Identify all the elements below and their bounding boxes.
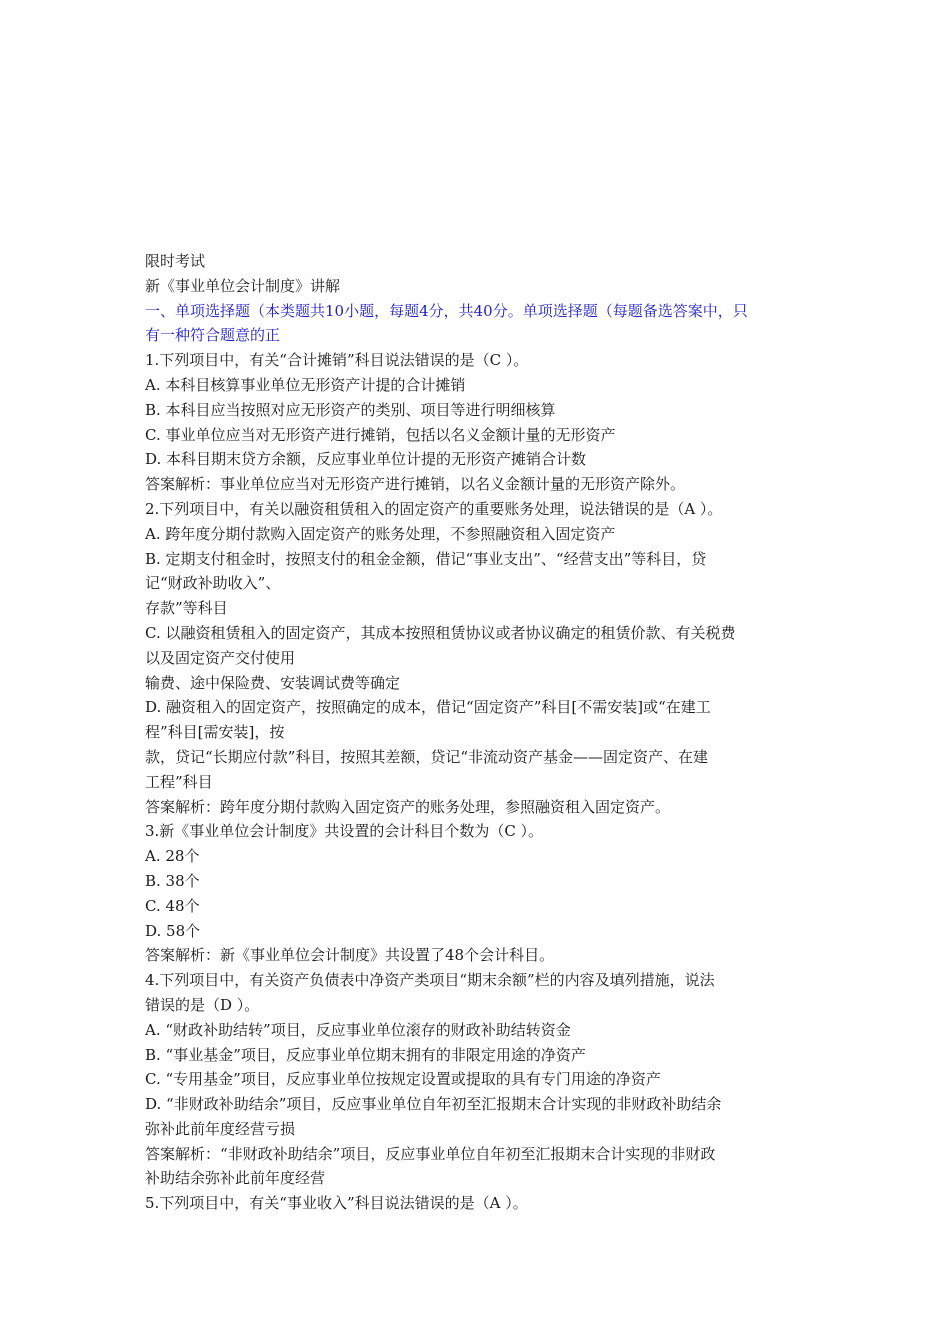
- option-line: 存款”等科目: [145, 599, 228, 618]
- answer-line: 答案解析：跨年度分期付款购入固定资产的账务处理，参照融资租入固定资产。: [145, 797, 671, 816]
- option-line: 弥补此前年度经营亏损: [145, 1119, 296, 1138]
- option-line: A. 本科目核算事业单位无形资产计提的合计摊销: [145, 375, 466, 394]
- option-line: C. “专用基金”项目，反应事业单位按规定设置或提取的具有专门用途的净资产: [145, 1070, 661, 1089]
- answer-line: 答案解析：“非财政补助结余”项目，反应事业单位自年初至汇报期末合计实现的非财政: [145, 1144, 716, 1163]
- question-line: 2.下列项目中，有关以融资租赁租入的固定资产的重要账务处理，说法错误的是（A ）。: [145, 499, 723, 518]
- option-line: C. 48个: [145, 896, 200, 915]
- option-line: 款，贷记“长期应付款”科目，按照其差额，贷记“非流动资产基金——固定资产、在建: [145, 747, 709, 766]
- answer-line: 答案解析：新《事业单位会计制度》共设置了48个会计科目。: [145, 946, 555, 965]
- option-line: D. 融资租入的固定资产，按照确定的成本，借记“固定资产”科目[不需安装]或“在建工: [145, 698, 711, 717]
- option-line: D. 58个: [145, 921, 201, 940]
- question-line: 1.下列项目中，有关“合计摊销”科目说法错误的是（C ）。: [145, 351, 529, 370]
- option-line: D. “非财政补助结余”项目，反应事业单位自年初至汇报期末合计实现的非财政补助结余: [145, 1095, 722, 1114]
- option-line: 以及固定资产交付使用: [145, 648, 296, 667]
- doc-line: 限时考试: [145, 252, 206, 270]
- section-heading: 有一种符合题意的正: [145, 326, 281, 345]
- option-line: 输费、途中保险费、安装调试费等确定: [145, 673, 401, 692]
- option-line: A. 跨年度分期付款购入固定资产的账务处理，不参照融资租入固定资产: [145, 524, 616, 543]
- answer-line: 补助结余弥补此前年度经营: [145, 1169, 326, 1188]
- question-line: 4.下列项目中，有关资产负债表中净资产类项目“期末余额”栏的内容及填列措施，说法: [145, 971, 715, 990]
- answer-line: 答案解析：事业单位应当对无形资产进行摊销，以名义金额计量的无形资产除外。: [145, 475, 686, 494]
- question-line: 5.下列项目中，有关“事业收入”科目说法错误的是（A ）。: [145, 1194, 528, 1213]
- question-line: 3.新《事业单位会计制度》共设置的会计科目个数为（C ）。: [145, 822, 544, 841]
- option-line: B. 本科目应当按照对应无形资产的类别、项目等进行明细核算: [145, 400, 556, 419]
- option-line: C. 以融资租赁租入的固定资产，其成本按照租赁协议或者协议确定的租赁价款、有关税费: [145, 623, 736, 642]
- option-line: B. 38个: [145, 871, 200, 890]
- section-heading: 一、单项选择题（本类题共10小题，每题4分，共40分。单项选择题（每题备选答案中，只: [145, 301, 748, 320]
- option-line: 记“财政补助收入”、: [145, 574, 281, 593]
- option-line: A. “财政补助结转”项目，反应事业单位滚存的财政补助结转资金: [145, 1020, 571, 1039]
- option-line: B. “事业基金”项目，反应事业单位期末拥有的非限定用途的净资产: [145, 1045, 586, 1064]
- document-body: [145, 249, 813, 1216]
- option-line: 程”科目[需安装]，按: [145, 723, 285, 742]
- option-line: D. 本科目期末贷方余额，反应事业单位计提的无形资产摊销合计数: [145, 450, 587, 469]
- option-line: 工程”科目: [145, 772, 213, 791]
- option-line: C. 事业单位应当对无形资产进行摊销，包括以名义金额计量的无形资产: [145, 425, 616, 444]
- option-line: A. 28个: [145, 847, 200, 866]
- question-line: 错误的是（D ）。: [145, 995, 260, 1014]
- option-line: B. 定期支付租金时，按照支付的租金金额，借记“事业支出”、“经营支出”等科目，贷: [145, 549, 707, 568]
- doc-line: 新《事业单位会计制度》讲解: [145, 276, 341, 295]
